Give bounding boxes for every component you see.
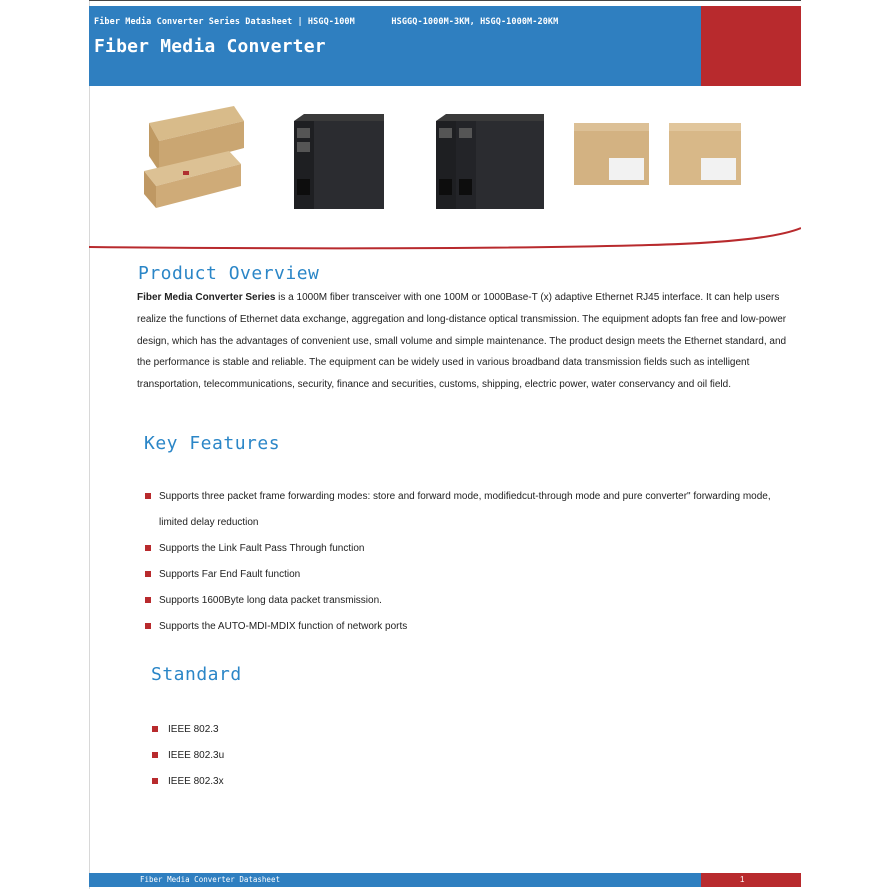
- product-overview-text: [137, 287, 787, 396]
- bullet-square-icon: [145, 545, 151, 551]
- list-item: Supports Far End Fault function: [145, 562, 785, 588]
- list-item: Supports 1600Byte long data packet transmission.: [145, 588, 785, 614]
- document-title: Fiber Media Converter: [94, 36, 326, 57]
- list-item: Supports the Link Fault Pass Through function: [145, 536, 785, 562]
- header-accent: [701, 6, 801, 86]
- bullet-square-icon: [145, 597, 151, 603]
- overview-lead: Fiber Media Converter Series: [137, 292, 276, 303]
- divider-swoosh: [89, 225, 801, 255]
- overview-body: is a 1000M fiber transceiver with one 100M or 1000Base-T (x) adaptive Ethernet RJ45 interface. It can help users realize the functions of Ethernet data exchange, aggregation and long-distance optical transmission. The equipment adopts fan free and low-power design, which has the advantages of convenient use, small volume and simple maintenance. The product design meets the Ethernet standard, and the performance is stable and reliable. The equipment can be widely used in various broadband data transmission fields such as intelligent transportation, telecommunications, security, finance and securities, customs, shipping, electric power, water conservancy and oil field.: [137, 292, 787, 391]
- list-item: IEEE 802.3x: [152, 769, 452, 795]
- bullet-square-icon: [152, 752, 158, 758]
- bullet-square-icon: [145, 623, 151, 629]
- product-overview-heading: Product Overview: [138, 263, 320, 284]
- key-features-heading: Key Features: [144, 433, 281, 454]
- bullet-square-icon: [152, 778, 158, 784]
- boxes-with-labels-image: [574, 123, 741, 185]
- list-item: Supports the AUTO-MDI-MDIX function of network ports: [145, 614, 785, 640]
- bullet-square-icon: [145, 493, 151, 499]
- bullet-square-icon: [145, 571, 151, 577]
- media-converter-single-image: [294, 114, 384, 209]
- footer-text: Fiber Media Converter Datasheet: [140, 875, 280, 884]
- cardboard-box-stack-image: [144, 106, 244, 208]
- page-number: 1: [740, 875, 745, 884]
- list-item: IEEE 802.3u: [152, 743, 452, 769]
- standard-list: [152, 717, 452, 795]
- footer-accent: [701, 873, 801, 887]
- list-item: IEEE 802.3: [152, 717, 452, 743]
- bullet-square-icon: [152, 726, 158, 732]
- key-features-list: [145, 484, 785, 640]
- list-item: Supports three packet frame forwarding modes: store and forward mode, modifiedcut-through mode and pure converter" forwarding mode, limited delay reduction: [145, 484, 785, 536]
- header-subtitle: Fiber Media Converter Series Datasheet | HSGQ-100M HSGGQ-1000M-3KM, HSGQ-1000M-20KM: [94, 17, 559, 27]
- standard-heading: Standard: [151, 664, 242, 685]
- media-converter-double-image: [436, 114, 544, 209]
